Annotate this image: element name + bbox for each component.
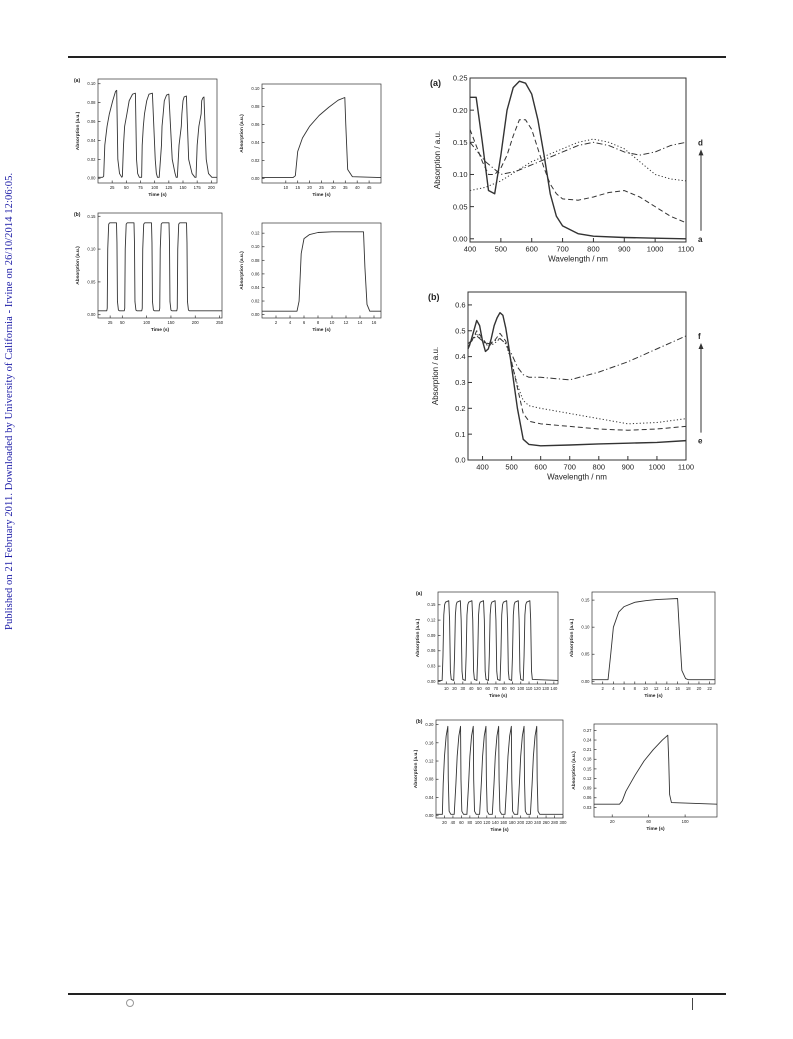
y-tick-label: 0.12 xyxy=(427,617,436,623)
x-tick-label: 50 xyxy=(119,320,125,326)
y-tick-label: 0.00 xyxy=(251,312,260,318)
series-line xyxy=(468,313,686,446)
x-tick-label: 10 xyxy=(329,320,335,326)
y-tick-label: 0.02 xyxy=(87,156,96,162)
y-tick-label: 0.00 xyxy=(87,175,96,181)
panel-label: (b) xyxy=(74,212,81,218)
plot-frame xyxy=(98,79,217,183)
series-line xyxy=(468,333,686,423)
x-tick-label: 20 xyxy=(442,820,447,826)
x-tick-label: 130 xyxy=(542,686,550,692)
x-tick-label: 16 xyxy=(371,320,377,326)
x-tick-label: 40 xyxy=(354,185,360,191)
x-tick-label: 180 xyxy=(508,820,516,826)
y-tick-label: 0.00 xyxy=(87,312,96,318)
series-line xyxy=(470,120,686,223)
x-tick-label: 30 xyxy=(331,185,336,191)
x-tick-label: 900 xyxy=(621,462,635,472)
x-tick-label: 14 xyxy=(664,686,670,692)
plot-frame xyxy=(468,292,686,460)
y-tick-label: 0.12 xyxy=(251,230,260,236)
y-tick-label: 0.08 xyxy=(87,100,96,106)
y-tick-label: 0.12 xyxy=(425,758,434,764)
y-tick-label: 0.06 xyxy=(427,648,436,654)
x-tick-label: 4 xyxy=(612,686,615,692)
x-tick-label: 280 xyxy=(551,820,559,826)
series-line xyxy=(468,331,686,431)
fig1a-cycles-chart xyxy=(72,75,222,200)
y-tick-label: 0.00 xyxy=(427,678,436,684)
x-tick-label: 40 xyxy=(468,686,474,692)
y-tick-label: 0.20 xyxy=(452,105,468,115)
panel-label: (b) xyxy=(428,292,440,302)
x-tick-label: 100 xyxy=(143,320,151,326)
x-tick-label: 50 xyxy=(123,185,129,191)
y-tick-label: 0.10 xyxy=(251,85,260,91)
fig3b-single-chart xyxy=(572,710,720,840)
y-tick-label: 0.10 xyxy=(87,246,96,252)
x-tick-label: 22 xyxy=(707,686,712,692)
x-tick-label: 150 xyxy=(179,185,187,191)
x-tick-label: 12 xyxy=(653,686,659,692)
series-line xyxy=(438,601,558,681)
series-label: d xyxy=(698,138,703,148)
fig2a-spectra-chart xyxy=(428,72,708,277)
x-tick-label: 8 xyxy=(316,320,320,326)
x-tick-label: 35 xyxy=(342,185,348,191)
x-tick-label: 50 xyxy=(477,686,482,692)
x-tick-label: 20 xyxy=(696,686,702,692)
y-tick-label: 0.25 xyxy=(452,73,468,83)
plot-frame xyxy=(592,592,715,684)
y-tick-label: 0.18 xyxy=(583,756,592,762)
x-axis-label: Time (s) xyxy=(148,193,167,198)
y-tick-label: 0.09 xyxy=(427,632,436,638)
series-label: e xyxy=(698,436,703,446)
y-tick-label: 0.09 xyxy=(583,785,592,791)
x-axis-label: Time (s) xyxy=(646,827,665,832)
x-tick-label: 20 xyxy=(307,185,312,191)
x-axis-label: Time (s) xyxy=(312,328,331,333)
x-tick-label: 75 xyxy=(138,185,143,191)
y-tick-label: 0.03 xyxy=(427,663,436,669)
x-tick-label: 12 xyxy=(343,320,349,326)
y-tick-label: 0.05 xyxy=(452,202,468,212)
y-axis-label: Absorption (a.u.) xyxy=(76,246,81,285)
footer-circle-icon xyxy=(126,999,134,1007)
x-tick-label: 14 xyxy=(357,320,363,326)
y-axis-label: Absorption / a.u. xyxy=(431,346,440,406)
x-tick-label: 500 xyxy=(505,462,518,472)
y-tick-label: 0.05 xyxy=(581,651,590,657)
series-line xyxy=(262,232,381,311)
x-tick-label: 125 xyxy=(165,185,173,191)
x-tick-label: 600 xyxy=(534,462,547,472)
y-tick-label: 0.00 xyxy=(452,234,468,244)
y-axis-label: Absorption (a.u.) xyxy=(240,114,245,153)
x-tick-label: 160 xyxy=(500,820,508,826)
y-tick-label: 0.20 xyxy=(425,722,434,728)
y-tick-label: 0.04 xyxy=(87,137,96,143)
x-tick-label: 900 xyxy=(618,244,631,254)
y-tick-label: 0.6 xyxy=(455,300,466,310)
x-tick-label: 250 xyxy=(216,320,224,326)
x-tick-label: 240 xyxy=(534,820,542,826)
y-axis-label: Absorption (a.u.) xyxy=(240,251,245,290)
y-axis-label: Absorption (a.u.) xyxy=(572,751,577,790)
x-tick-label: 60 xyxy=(646,819,652,825)
series-line xyxy=(262,98,381,178)
series-line xyxy=(436,726,563,814)
x-tick-label: 10 xyxy=(643,686,648,692)
x-tick-label: 175 xyxy=(193,185,201,191)
y-tick-label: 0.08 xyxy=(251,103,260,109)
x-tick-label: 4 xyxy=(288,320,292,326)
x-axis-label: Time (s) xyxy=(490,828,509,833)
y-tick-label: 0.10 xyxy=(251,244,260,250)
y-axis-label: Absorption / a.u. xyxy=(433,130,442,190)
y-tick-label: 0.2 xyxy=(455,403,466,413)
x-tick-label: 8 xyxy=(633,686,636,692)
x-tick-label: 100 xyxy=(681,819,689,825)
bottom-rule xyxy=(68,993,726,995)
x-tick-label: 1000 xyxy=(648,462,666,472)
x-tick-label: 140 xyxy=(550,686,558,692)
x-tick-label: 100 xyxy=(517,686,525,692)
x-tick-label: 500 xyxy=(494,244,508,254)
panel-label: (a) xyxy=(74,78,81,84)
fig3b-cycles-chart xyxy=(414,710,566,840)
y-tick-label: 0.10 xyxy=(452,170,468,180)
y-tick-label: 0.02 xyxy=(251,157,260,163)
x-tick-label: 1100 xyxy=(677,244,695,254)
x-tick-label: 15 xyxy=(295,185,301,191)
fig3a-single-chart xyxy=(572,584,720,706)
x-tick-label: 200 xyxy=(207,185,215,191)
x-axis-label: Time (s) xyxy=(150,328,170,333)
fig2b-spectra-chart xyxy=(428,280,708,485)
y-tick-label: 0.15 xyxy=(452,137,468,147)
x-tick-label: 700 xyxy=(563,462,576,472)
y-axis-label: Absorption (a.u.) xyxy=(570,618,575,658)
x-tick-label: 20 xyxy=(609,819,615,825)
x-tick-label: 10 xyxy=(443,686,449,692)
x-tick-label: 6 xyxy=(302,320,306,326)
download-notice: Published on 21 February 2011. Downloaded by University of California - Irvine on 26/10/2014 12:06:05. xyxy=(4,172,15,630)
y-tick-label: 0.10 xyxy=(87,81,96,87)
y-tick-label: 0.06 xyxy=(251,121,260,127)
x-tick-label: 20 xyxy=(452,686,457,692)
x-tick-label: 2 xyxy=(274,320,278,326)
y-tick-label: 0.04 xyxy=(251,139,260,145)
x-tick-label: 100 xyxy=(151,185,159,191)
x-tick-label: 400 xyxy=(463,244,477,254)
x-tick-label: 260 xyxy=(542,820,550,826)
x-tick-label: 25 xyxy=(109,185,115,191)
x-tick-label: 2 xyxy=(601,686,604,692)
y-tick-label: 0.5 xyxy=(455,326,466,336)
y-tick-label: 0.15 xyxy=(583,766,592,772)
y-tick-label: 0.00 xyxy=(251,175,260,181)
fig1b-single-chart xyxy=(234,205,384,335)
x-tick-label: 200 xyxy=(191,320,199,326)
top-rule xyxy=(68,56,726,58)
y-tick-label: 0.4 xyxy=(455,352,466,362)
panel-label: (a) xyxy=(430,78,441,88)
x-tick-label: 60 xyxy=(459,820,464,826)
x-axis-label: Wavelength / nm xyxy=(547,472,607,482)
panel-label: (b) xyxy=(416,719,423,725)
x-tick-label: 600 xyxy=(525,244,538,254)
y-tick-label: 0.1 xyxy=(455,429,466,439)
x-tick-label: 300 xyxy=(559,820,567,826)
x-tick-label: 120 xyxy=(533,686,541,692)
x-tick-label: 120 xyxy=(483,820,491,826)
y-tick-label: 0.16 xyxy=(425,740,434,746)
x-tick-label: 800 xyxy=(587,244,600,254)
x-tick-label: 10 xyxy=(283,185,289,191)
x-tick-label: 700 xyxy=(556,244,569,254)
plot-frame xyxy=(262,223,381,318)
x-tick-label: 100 xyxy=(474,820,482,826)
x-axis-label: Time (s) xyxy=(644,694,663,699)
series-line xyxy=(470,81,686,239)
x-tick-label: 220 xyxy=(525,820,533,826)
x-tick-label: 80 xyxy=(467,820,473,826)
fig3a-cycles-chart xyxy=(414,584,564,706)
y-tick-label: 0.27 xyxy=(583,727,592,733)
fig1b-cycles-chart xyxy=(72,205,222,335)
series-line xyxy=(98,223,222,311)
x-tick-label: 110 xyxy=(525,686,533,692)
x-tick-label: 25 xyxy=(319,185,324,191)
y-axis-label: Absorption (a.u.) xyxy=(416,618,421,658)
y-tick-label: 0.06 xyxy=(87,119,96,125)
y-tick-label: 0.08 xyxy=(251,257,260,263)
y-axis-label: Absorption (a.u.) xyxy=(414,749,419,789)
x-tick-label: 90 xyxy=(510,686,515,692)
y-axis-label: Absorption (a.u.) xyxy=(76,111,81,151)
footer-page-divider xyxy=(692,998,693,1010)
x-axis-label: Time (s) xyxy=(312,193,331,198)
trend-arrow-head xyxy=(699,149,704,155)
y-tick-label: 0.06 xyxy=(251,271,260,277)
trend-arrow-head xyxy=(699,343,704,349)
x-tick-label: 1100 xyxy=(677,462,695,472)
y-tick-label: 0.12 xyxy=(583,775,592,781)
y-tick-label: 0.02 xyxy=(251,298,260,304)
x-tick-label: 80 xyxy=(501,686,507,692)
x-tick-label: 70 xyxy=(493,686,499,692)
x-tick-label: 6 xyxy=(622,686,626,692)
x-tick-label: 16 xyxy=(675,686,680,692)
x-tick-label: 60 xyxy=(485,686,490,692)
series-line xyxy=(98,90,217,177)
x-tick-label: 1000 xyxy=(646,244,664,254)
y-tick-label: 0.10 xyxy=(581,624,590,630)
y-tick-label: 0.06 xyxy=(583,795,592,801)
x-tick-label: 140 xyxy=(491,820,499,826)
y-tick-label: 0.00 xyxy=(581,678,590,684)
y-tick-label: 0.24 xyxy=(583,737,592,743)
x-tick-label: 800 xyxy=(592,462,606,472)
fig1a-single-chart xyxy=(234,75,384,200)
plot-frame xyxy=(262,84,381,183)
x-tick-label: 30 xyxy=(460,686,466,692)
y-tick-label: 0.08 xyxy=(425,776,434,782)
panel-label: (a) xyxy=(416,591,423,597)
x-tick-label: 150 xyxy=(167,320,175,326)
series-line xyxy=(468,336,686,380)
series-line xyxy=(592,598,715,679)
x-tick-label: 18 xyxy=(685,686,691,692)
y-tick-label: 0.03 xyxy=(583,804,592,810)
y-tick-label: 0.04 xyxy=(251,284,260,290)
series-line xyxy=(594,735,717,804)
y-tick-label: 0.05 xyxy=(87,279,96,285)
y-tick-label: 0.04 xyxy=(425,794,434,800)
plot-frame xyxy=(594,724,717,817)
y-tick-label: 0.15 xyxy=(427,602,436,608)
y-tick-label: 0.00 xyxy=(425,813,434,819)
x-tick-label: 400 xyxy=(476,462,489,472)
y-tick-label: 0.15 xyxy=(581,597,590,603)
y-tick-label: 0.21 xyxy=(583,747,592,753)
x-axis-label: Time (s) xyxy=(488,694,508,699)
x-tick-label: 25 xyxy=(107,320,113,326)
series-label: a xyxy=(698,234,703,244)
series-label: f xyxy=(698,331,701,341)
x-tick-label: 200 xyxy=(517,820,525,826)
y-tick-label: 0.15 xyxy=(87,213,96,219)
x-tick-label: 40 xyxy=(450,820,456,826)
x-tick-label: 45 xyxy=(366,185,372,191)
y-tick-label: 0.3 xyxy=(455,378,466,388)
x-axis-label: Wavelength / nm xyxy=(548,254,608,264)
y-tick-label: 0.0 xyxy=(455,455,466,465)
plot-frame xyxy=(470,78,686,242)
